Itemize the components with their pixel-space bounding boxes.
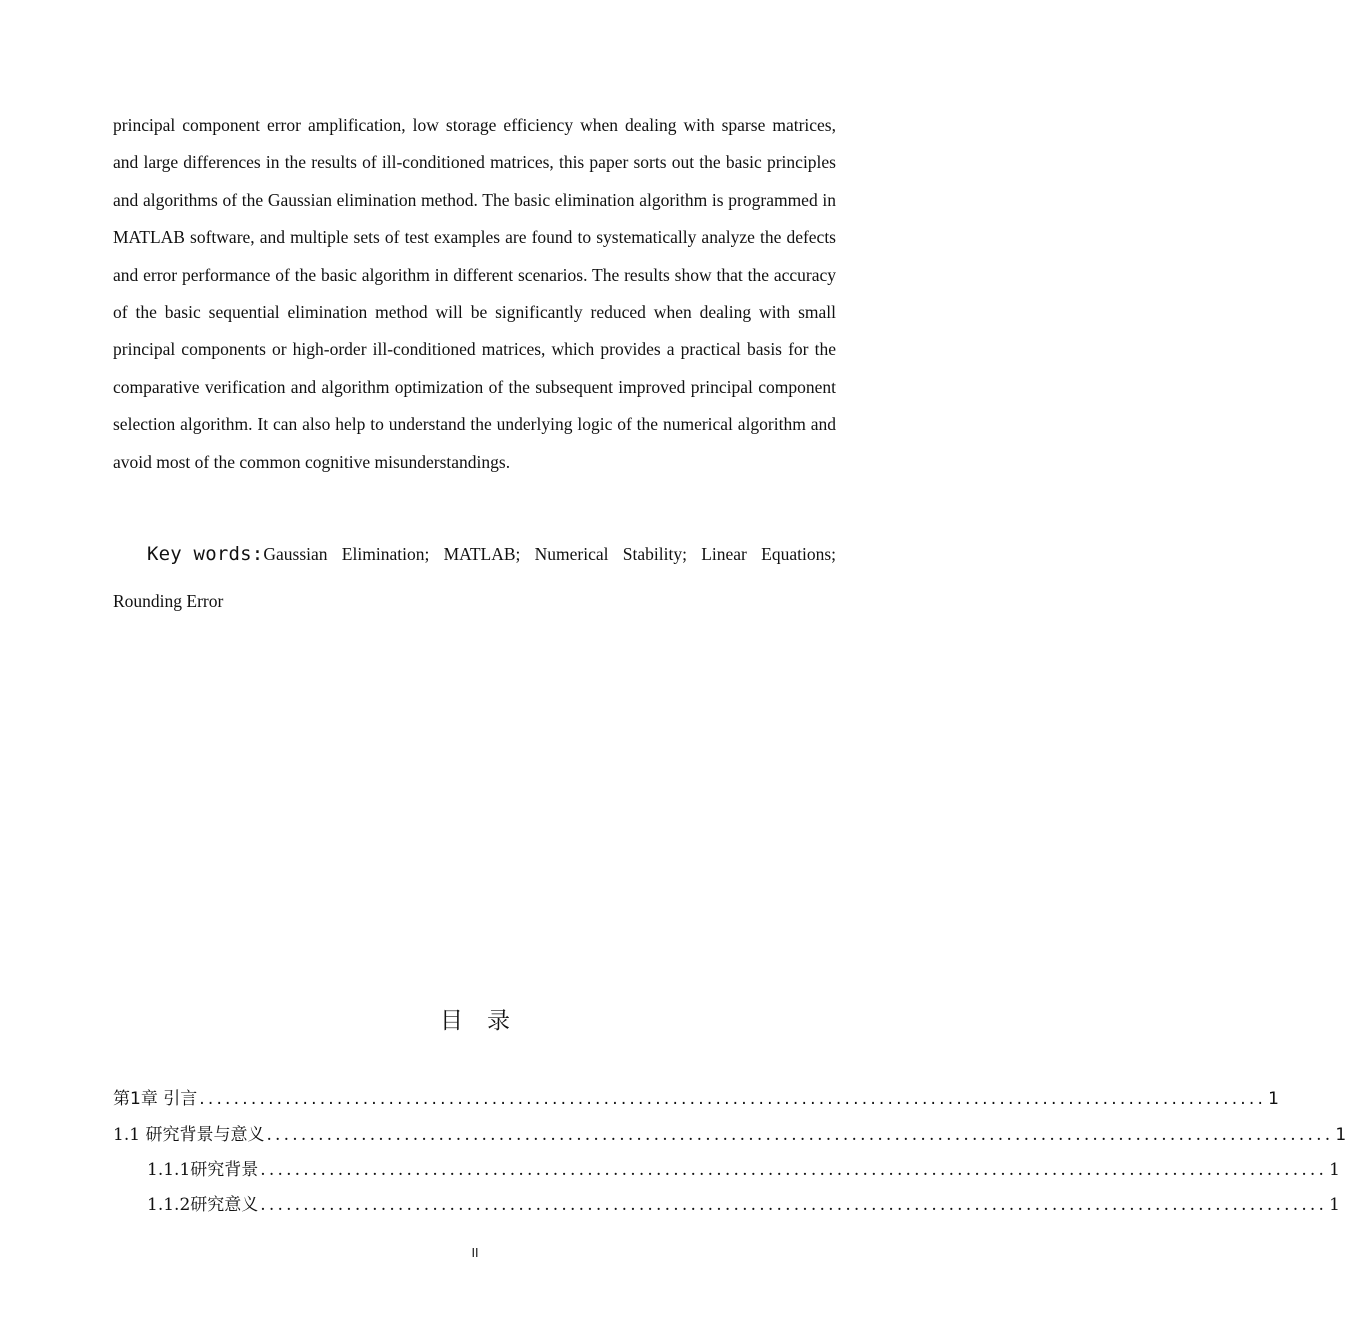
keywords-paragraph xyxy=(113,531,836,625)
toc-page-number: 1 xyxy=(1268,1089,1279,1109)
toc-page-number: 1 xyxy=(1329,1160,1340,1180)
toc-entry-label: 第1章 引言 xyxy=(113,1089,198,1109)
toc-entry-label: 1.1 研究背景与意义 xyxy=(113,1125,265,1145)
toc-entry-chapter-1[interactable] xyxy=(113,1084,1279,1110)
abstract-paragraph: principal component error amplification, low storage efficiency when dealing with sparse matrices, and large differences in the results of ill-conditioned matrices, this paper sorts out the basic principles and algorithms of the Gaussian elimination method. The basic elimination algorithm is programmed in MATLAB software, and multiple sets of test examples are found to systematically analyze the defects and error performance of the basic algorithm in different scenarios. The results show that the accuracy of the basic sequential elimination method will be significantly reduced when dealing with small principal components or high-order ill-conditioned matrices, which provides a practical basis for the comparative verification and algorithm optimization of the subsequent improved principal component selection algorithm. It can also help to understand the underlying logic of the numerical algorithm and avoid most of the common cognitive misunderstandings. xyxy=(113,115,836,472)
toc-entry-subsection-1-1-2[interactable] xyxy=(147,1190,1340,1216)
toc-dot-leader: ............................................................................................................................ xyxy=(260,1195,1328,1215)
toc-entry-section-1-1[interactable] xyxy=(113,1120,1346,1146)
toc-title: 目录 xyxy=(440,1008,534,1034)
toc-dot-leader: ............................................................................................................................ xyxy=(266,1125,1334,1145)
page-number-footer: II xyxy=(471,1246,479,1260)
toc-dot-leader: ............................................................................................................................ xyxy=(260,1160,1328,1180)
toc-page-number: 1 xyxy=(1335,1125,1346,1145)
toc-dot-leader: ............................................................................................................................ xyxy=(199,1089,1267,1109)
keywords-label: Key words: xyxy=(147,543,264,565)
toc-entry-label: 1.1.1研究背景 xyxy=(147,1160,259,1180)
toc-entry-label: 1.1.2研究意义 xyxy=(147,1195,259,1215)
toc-page-number: 1 xyxy=(1329,1195,1340,1215)
keywords-text: Gaussian Elimination; MATLAB; Numerical Stability; Linear Equations; Rounding Error xyxy=(113,544,836,611)
toc-entry-subsection-1-1-1[interactable] xyxy=(147,1155,1340,1181)
